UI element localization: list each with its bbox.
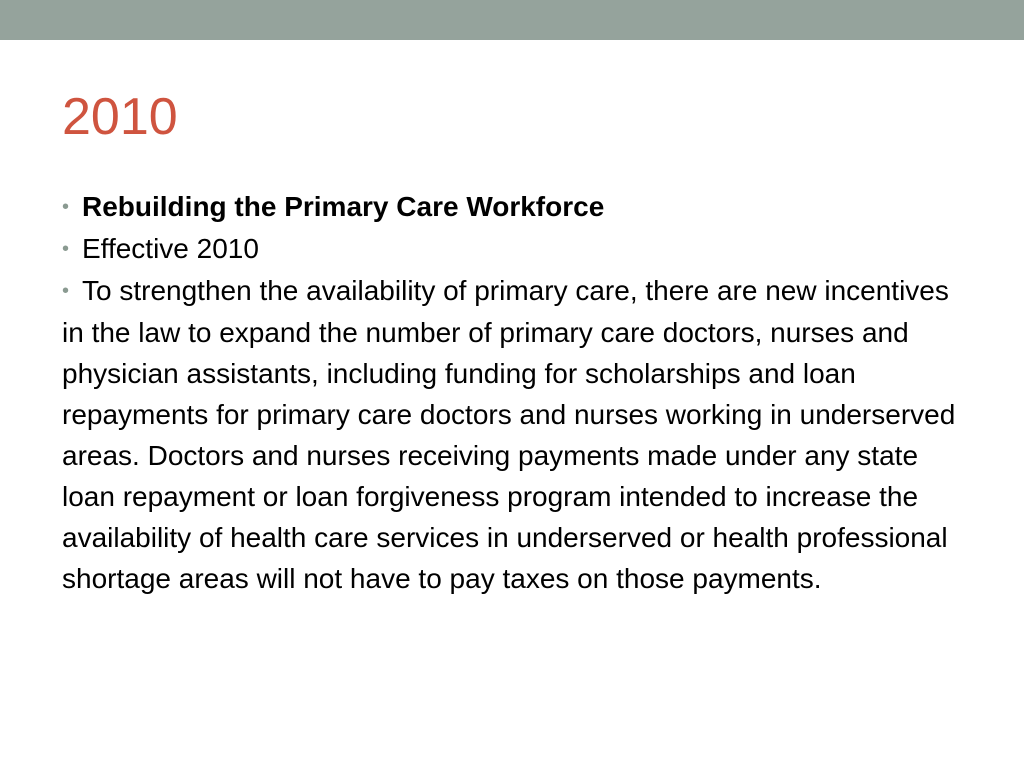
bullet-heading-text: Rebuilding the Primary Care Workforce [82,191,605,222]
bullet-list [62,186,962,599]
bullet-item-description [62,270,962,599]
bullet-effective-text: Effective 2010 [82,233,259,264]
bullet-dot-icon: • [62,238,70,260]
bullet-description-text: To strengthen the availability of primary care, there are new incentives in the law to expand the number of primary care doctors, nurses and physician assistants, including funding for scholarships and loan repayments for primary care doctors and nurses working in underserved areas. Doctors and nurses receiving payments made under any state loan repayment or loan forgiveness program intended to increase the availability of health care services in underserved or health professional shortage areas will not have to pay taxes on those payments. [62,275,956,594]
bullet-dot-icon: • [62,280,70,302]
top-decorative-band [0,0,1024,40]
bullet-item-effective [62,228,962,270]
bullet-item-heading [62,186,962,228]
slide-title: 2010 [62,88,178,146]
bullet-dot-icon: • [62,196,70,218]
